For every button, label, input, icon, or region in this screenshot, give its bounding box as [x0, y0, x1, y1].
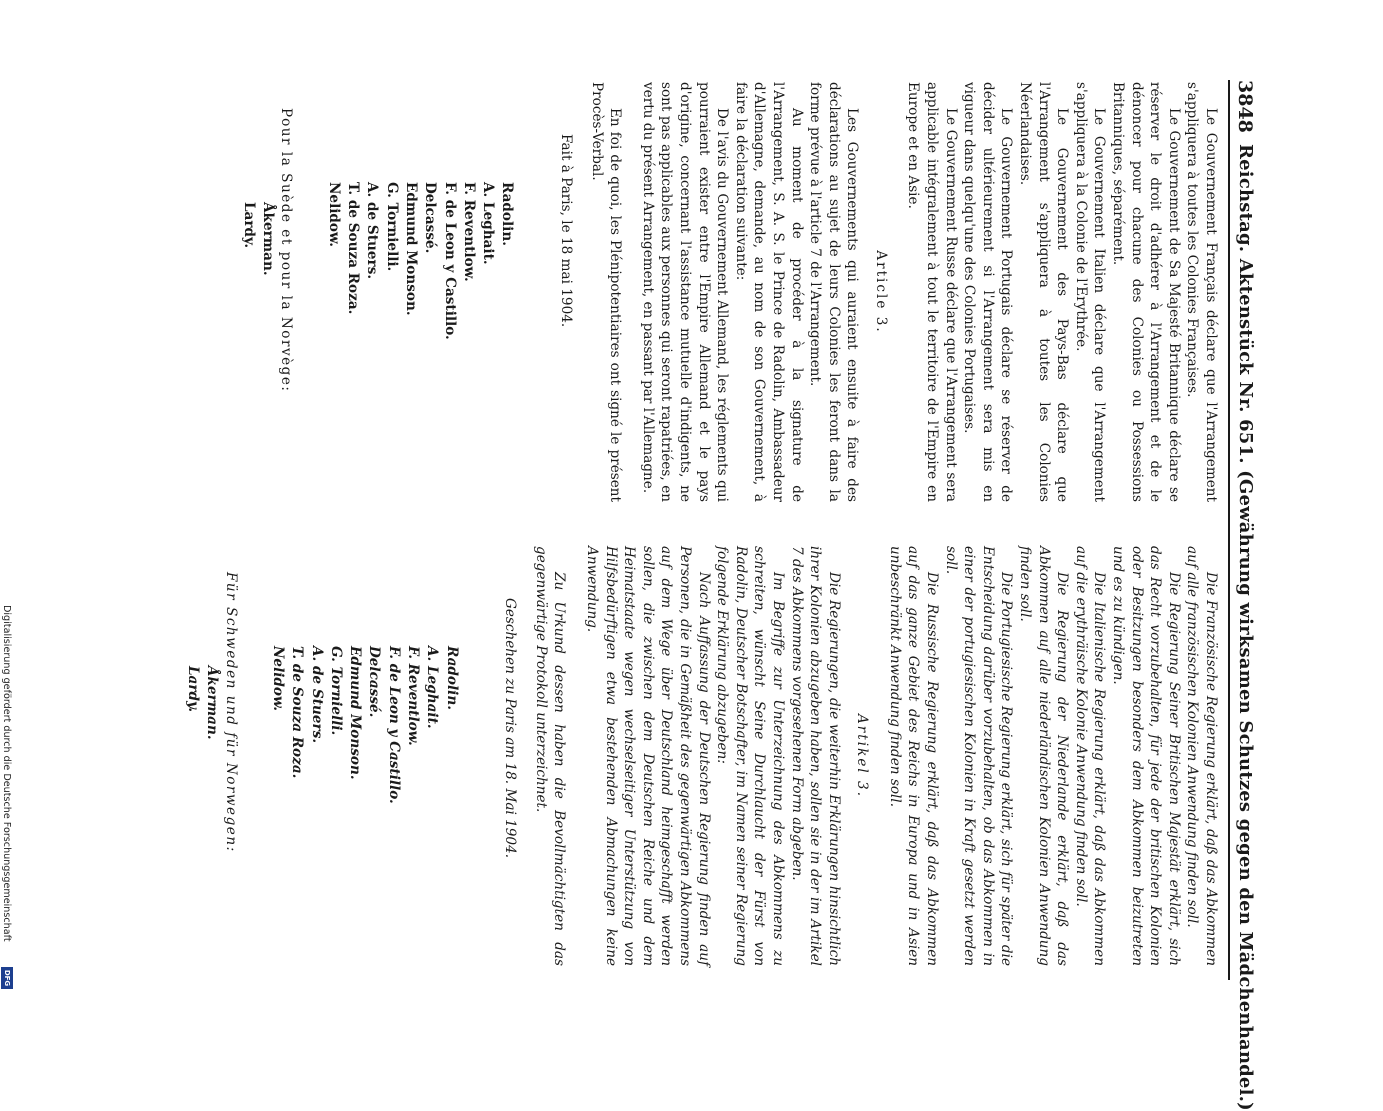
- signature: Radolin.: [443, 646, 460, 710]
- article-heading: Artikel 3.: [854, 713, 871, 799]
- signature: F. Reventlow.: [460, 182, 477, 282]
- signature: Nelidow.: [325, 182, 342, 248]
- paragraph: Die Regierungen, die weiterhin Erklärungen hinsichtlich ihrer Kolonien abzugeben haben, sollen sie in der im Artikel 7 des Abkommens vorgesehenen Form abgeben.: [788, 546, 842, 966]
- signature: Edmund Monson.: [402, 182, 419, 316]
- logo-text: DFG: [3, 969, 11, 987]
- paragraph: De l'avis du Gouvernement Allemand, les réglements qui pourraient exister entre l'Empire Allemand et le pays d'origine, concernant l'assistance mutuelle d'indigents, ne sont pas applicables aux personnes qui seront rapatriées, en vertu du présent Arrangement, en passant par l'Allemagne.: [639, 82, 731, 502]
- paragraph: Im Begriffe zur Unterzeichnung des Abkommens zu schreiten, wünscht Seine Durchlaucht der Fürst von Radolin, Deutscher Botschafter, im Namen seiner Regierung folgende Erklärung abzugeben:: [714, 546, 786, 966]
- signature: A. Leghait.: [424, 646, 441, 729]
- signature: Lardy.: [184, 666, 201, 713]
- signature: F. de Leon y Castillo.: [385, 646, 402, 804]
- paragraph: En foi de quoi, les Plénipotentiaires ont signé le présent Procès-Verbal.: [588, 82, 624, 502]
- paragraph: Les Gouvernements qui auraient ensuite à faire des déclarations au sujet de leurs Colonies les feront dans la forme prévue à l'article 7 de l'Arrangement.: [807, 82, 861, 502]
- signature: A. de Stuers.: [364, 182, 381, 280]
- dfg-logo-icon: [1, 967, 13, 989]
- signature: Åkerman.: [259, 202, 276, 276]
- signature: F. Reventlow.: [405, 646, 422, 746]
- digitization-footer: [0, 605, 14, 995]
- scanned-page: [138, 62, 1258, 1111]
- paragraph: Le Gouvernement Italien déclare que l'Arrangement s'appliquera à la Colonie de l'Erythrée.: [1072, 82, 1108, 502]
- signature: A. Leghait.: [480, 182, 497, 265]
- signature: Delcassé.: [366, 646, 383, 718]
- signature: Edmund Monson.: [347, 646, 364, 780]
- date-line: Fait à Paris, le 18 mai 1904.: [558, 134, 574, 328]
- signature: F. de Leon y Castillo.: [441, 182, 458, 340]
- paragraph: Le Gouvernement Français déclare que l'Arrangement s'appliquera à toutes les Colonies Françaises.: [1184, 82, 1219, 502]
- signature: A. de Stuers.: [308, 646, 325, 744]
- page-header: [1228, 80, 1258, 1111]
- signature: T. de Souza Roza.: [345, 182, 362, 315]
- paragraph: Le Gouvernement Portugais déclare se réserver de décider ultérieurement si l'Arrangement sera mis en vigueur dans quelqu'une des Colonies Portugaises.: [961, 82, 1015, 502]
- signature: Nelidow.: [269, 646, 286, 712]
- paragraph: Die Portugiesische Regierung erklärt, sich für später die Entscheidung darüber vorzubehalten, ob das Abkommen in einer der portugiesischen Kolonien in Kraft gesetzt werden soll.: [942, 546, 1015, 966]
- signature: G. Tornielli.: [327, 646, 344, 736]
- page-number: 3848: [1234, 80, 1256, 133]
- paragraph: Au moment de procéder à la signature de l'Arrangement, S. A. S. le Prince de Radolin, Ambassadeur d'Allemagne, demande, au nom de son Gouvernement, à faire la déclaration suivante:: [732, 82, 805, 502]
- german-column: [182, 546, 1220, 966]
- paragraph: Le Gouvernement de Sa Majesté Britannique déclare se réserver le droit d'adhérer à l'Arrangement et de le dénoncer pour chacune des Colonies ou Possessions Britanniques, séparément.: [1110, 82, 1182, 502]
- page-title: Reichstag. Aktenstück Nr. 651. (Gewährung wirksamen Schutzes gegen den Mädchenhandel.): [1235, 144, 1256, 1111]
- paragraph: Die Regierung der Niederlande erklärt, daß das Abkommen auf alle niederländischen Kolonien Anwendung finden soll.: [1017, 546, 1071, 966]
- date-line: Geschehen zu Paris am 18. Mai 1904.: [502, 598, 519, 859]
- pour-line: Pour la Suède et pour la Norvège:: [278, 108, 295, 393]
- paragraph: Die Französische Regierung erklärt, daß das Abkommen auf alle französischen Kolonien Anwendung finden soll.: [1184, 546, 1219, 966]
- signature: G. Tornielli.: [383, 182, 400, 272]
- pour-line: Für Schweden und für Norwegen:: [222, 572, 239, 853]
- article-heading: Article 3.: [872, 250, 889, 334]
- paragraph: Die Russische Regierung erklärt, daß das Abkommen auf das ganze Gebiet des Reichs in Europa und in Asien unbeschränkt Anwendung finden soll.: [886, 546, 941, 966]
- paragraph: Nach Auffassung der Deutschen Regierung finden auf Personen, die in Gemäßheit des gegenwärtigen Abkommens auf dem Wege über Deutschland heimgeschafft werden sollen, die zwischen dem Deutschen Reiche und dem Heimatstaate wegen wechselseitiger Unterstützung von Hilfsbedürftigen etwa bestehenden Abmachungen keine Anwendung.: [584, 546, 712, 966]
- signature: T. de Souza Roza.: [289, 646, 306, 779]
- footer-credit: Digitalisierung gefördert durch die Deutsche Forschungsgemeinschaft: [1, 605, 12, 942]
- paragraph: Le Gouvernement des Pays-Bas déclare que l'Arrangement s'appliquera à toutes les Colonies Néerlandaises.: [1017, 82, 1071, 502]
- paragraph: Die Italienische Regierung erklärt, daß das Abkommen auf die erythräische Kolonie Anwendung finden soll.: [1072, 546, 1108, 966]
- signature: Radolin.: [499, 182, 516, 246]
- paragraph: Zu Urkund dessen haben die Bevollmächtigten das gegenwärtige Protokoll unterzeichnet.: [532, 546, 568, 966]
- paragraph: Le Gouvernement Russe déclare que l'Arrangement sera applicable intégralement à tout le territoire de l'Empire en Europe et en Asie.: [905, 82, 959, 502]
- french-column: [238, 82, 1220, 502]
- signature: Delcassé.: [422, 182, 439, 254]
- paragraph: Die Regierung Seiner Britischen Majestät erklärt, sich das Recht vorzubehalten, für jede der britischen Kolonien oder Besitzungen besonders dem Abkommen beizutreten und es zu kündigen.: [1110, 546, 1182, 966]
- signature: Åkerman.: [204, 666, 221, 740]
- signature: Lardy.: [240, 202, 257, 249]
